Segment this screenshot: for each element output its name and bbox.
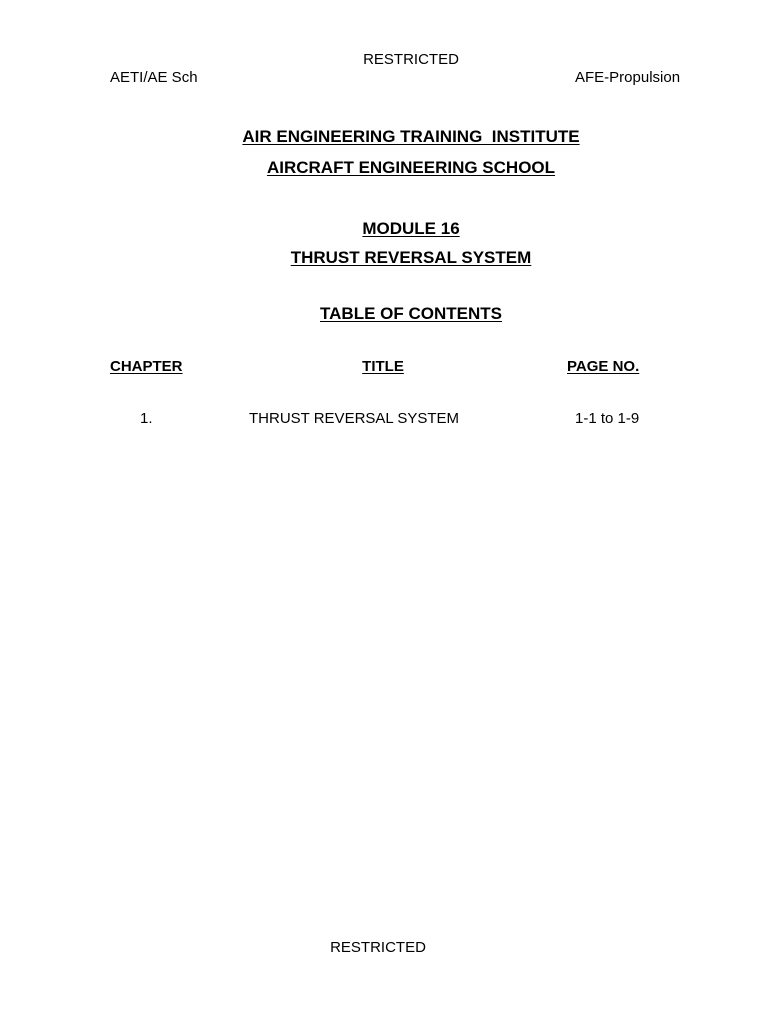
subject-title: THRUST REVERSAL SYSTEM (290, 248, 532, 267)
table-of-contents-heading: TABLE OF CONTENTS (320, 304, 502, 323)
column-header-chapter: CHAPTER (110, 358, 183, 375)
institute-title: AIR ENGINEERING TRAINING INSTITUTE (242, 127, 580, 146)
header-left-reference: AETI/AE Sch (110, 69, 198, 86)
module-title: MODULE 16 (362, 219, 460, 238)
footer-classification: RESTRICTED (330, 939, 426, 956)
school-title: AIRCRAFT ENGINEERING SCHOOL (266, 158, 556, 177)
header-classification: RESTRICTED (363, 51, 459, 68)
row-chapter-number: 1. (140, 410, 153, 427)
column-header-page: PAGE NO. (567, 358, 640, 375)
header-right-reference: AFE-Propulsion (575, 69, 681, 86)
column-header-title: TITLE (362, 358, 404, 375)
row-page-range: 1-1 to 1-9 (575, 410, 640, 427)
row-chapter-title: THRUST REVERSAL SYSTEM (249, 410, 460, 427)
